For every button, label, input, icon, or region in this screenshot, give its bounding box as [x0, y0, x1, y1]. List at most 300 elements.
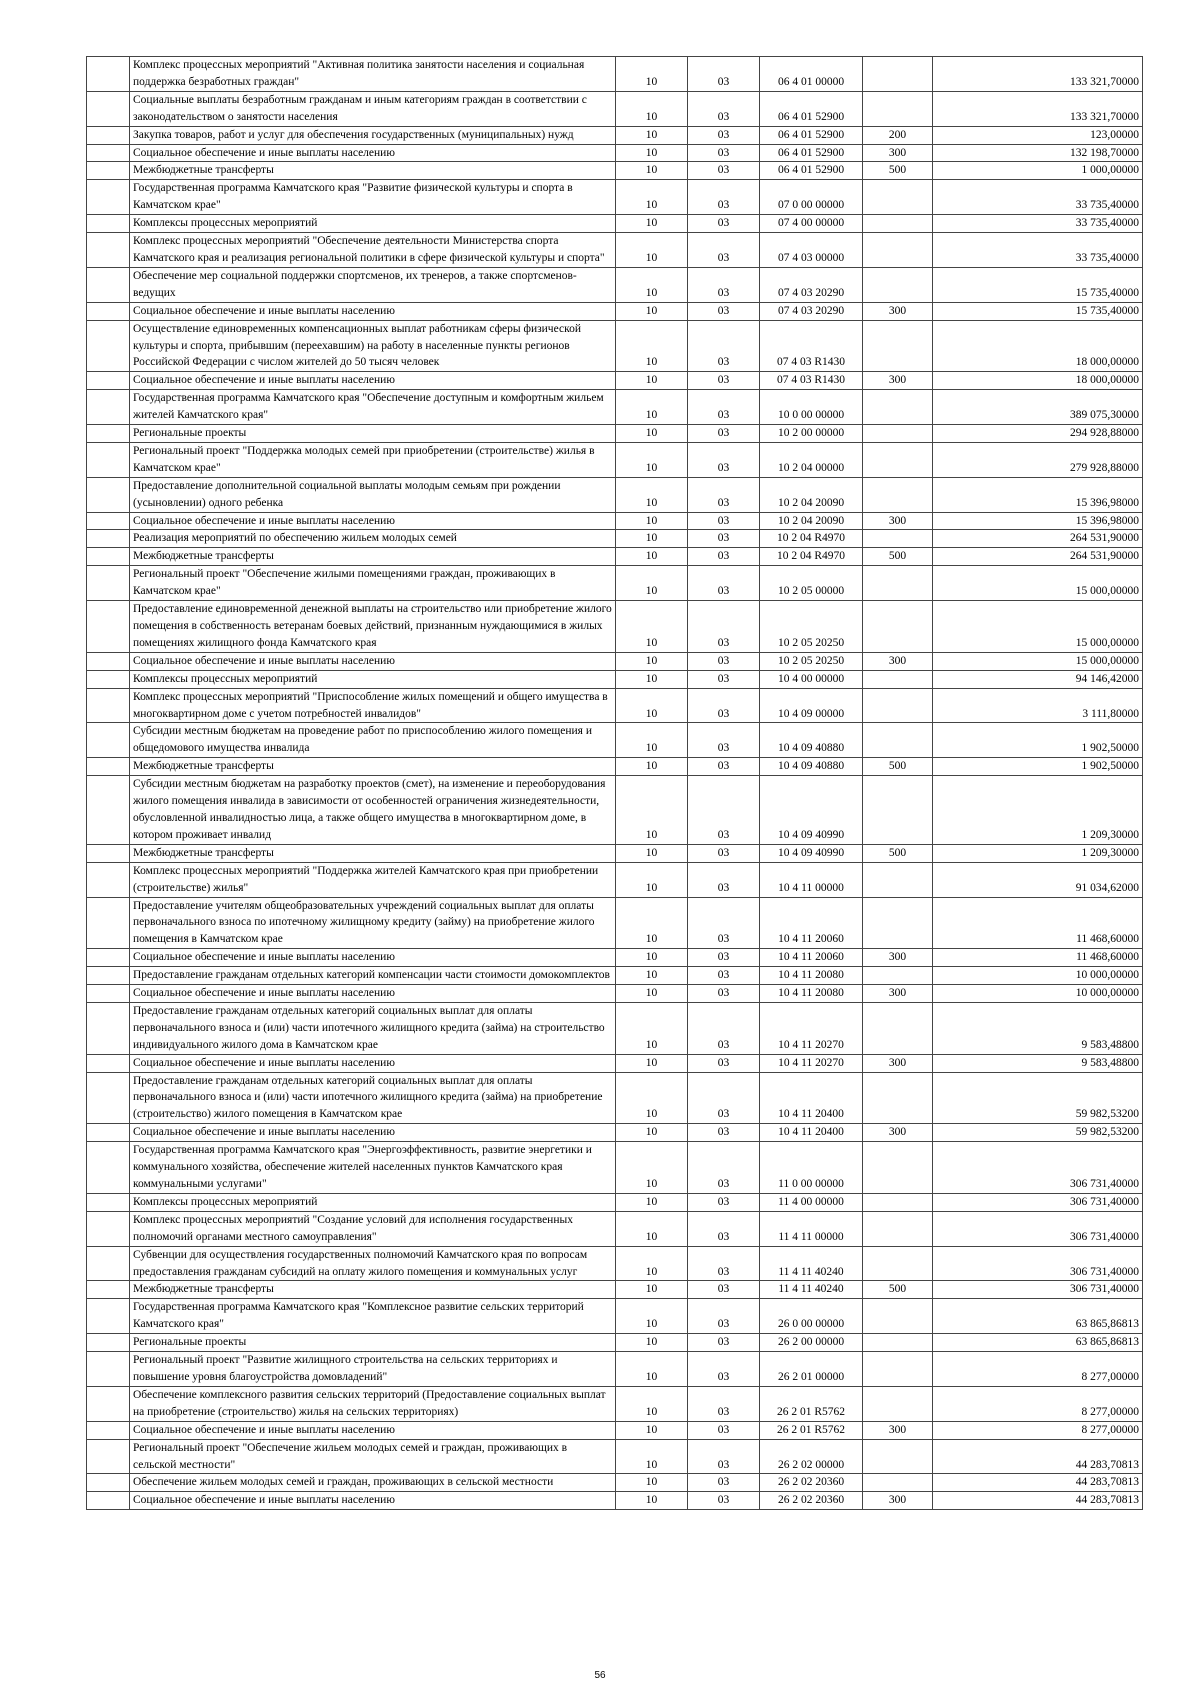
row-amount: 94 146,42000	[933, 670, 1143, 688]
row-subsection: 03	[688, 302, 760, 320]
row-target-article: 06 4 01 52900	[760, 91, 863, 126]
table-row	[87, 1352, 1143, 1387]
row-blank-cell	[87, 723, 130, 758]
row-subsection: 03	[688, 566, 760, 601]
row-section: 10	[616, 425, 688, 443]
row-blank-cell	[87, 144, 130, 162]
table-row	[87, 530, 1143, 548]
row-name: Социальное обеспечение и иные выплаты населению	[130, 949, 616, 967]
row-section: 10	[616, 477, 688, 512]
row-blank-cell	[87, 1334, 130, 1352]
row-name: Государственная программа Камчатского края "Обеспечение доступным и комфортным жильем жителей Камчатского края"	[130, 390, 616, 425]
row-name: Комплексы процессных мероприятий	[130, 1193, 616, 1211]
row-target-article: 11 4 11 40240	[760, 1246, 863, 1281]
row-blank-cell	[87, 548, 130, 566]
row-name: Социальное обеспечение и иные выплаты населению	[130, 302, 616, 320]
row-blank-cell	[87, 566, 130, 601]
row-amount: 389 075,30000	[933, 390, 1143, 425]
row-subsection: 03	[688, 372, 760, 390]
row-expense-type: 300	[863, 949, 933, 967]
row-section: 10	[616, 548, 688, 566]
row-amount: 9 583,48800	[933, 1002, 1143, 1054]
row-target-article: 07 4 03 00000	[760, 233, 863, 268]
row-target-article: 10 2 05 00000	[760, 566, 863, 601]
row-subsection: 03	[688, 1474, 760, 1492]
budget-table	[86, 56, 1143, 1510]
row-subsection: 03	[688, 390, 760, 425]
row-amount: 15 000,00000	[933, 601, 1143, 653]
row-amount: 294 928,88000	[933, 425, 1143, 443]
row-name: Комплекс процессных мероприятий "Поддержка жителей Камчатского края при приобретении (строительстве) жилья"	[130, 862, 616, 897]
table-row	[87, 1124, 1143, 1142]
row-section: 10	[616, 1002, 688, 1054]
row-section: 10	[616, 776, 688, 845]
row-blank-cell	[87, 91, 130, 126]
row-blank-cell	[87, 844, 130, 862]
row-amount: 33 735,40000	[933, 215, 1143, 233]
row-subsection: 03	[688, 1352, 760, 1387]
row-expense-type: 300	[863, 1054, 933, 1072]
row-name: Социальное обеспечение и иные выплаты населению	[130, 1124, 616, 1142]
row-subsection: 03	[688, 126, 760, 144]
row-expense-type: 500	[863, 162, 933, 180]
row-expense-type	[863, 1352, 933, 1387]
row-subsection: 03	[688, 601, 760, 653]
row-blank-cell	[87, 512, 130, 530]
row-target-article: 26 2 01 R5762	[760, 1421, 863, 1439]
table-row	[87, 425, 1143, 443]
row-blank-cell	[87, 1474, 130, 1492]
row-name: Предоставление дополнительной социальной выплаты молодым семьям при рождении (усыновлении) одного ребенка	[130, 477, 616, 512]
row-section: 10	[616, 688, 688, 723]
row-amount: 15 735,40000	[933, 267, 1143, 302]
table-row	[87, 233, 1143, 268]
row-blank-cell	[87, 530, 130, 548]
row-name: Комплексы процессных мероприятий	[130, 670, 616, 688]
row-amount: 15 396,98000	[933, 512, 1143, 530]
row-target-article: 26 2 02 20360	[760, 1492, 863, 1510]
row-name: Региональный проект "Развитие жилищного строительства на сельских территориях и повышение уровня благоустройства домовладений"	[130, 1352, 616, 1387]
row-name: Предоставление единовременной денежной выплаты на строительство или приобретение жилого помещения в собственность ветеранам боевых действий, признанным нуждающимися в жилых помещениях жилищного фонда Камчатского края	[130, 601, 616, 653]
row-name: Социальное обеспечение и иные выплаты населению	[130, 372, 616, 390]
row-subsection: 03	[688, 180, 760, 215]
table-row	[87, 512, 1143, 530]
row-subsection: 03	[688, 1002, 760, 1054]
row-amount: 123,00000	[933, 126, 1143, 144]
table-row	[87, 267, 1143, 302]
row-expense-type	[863, 320, 933, 372]
row-subsection: 03	[688, 688, 760, 723]
row-section: 10	[616, 1211, 688, 1246]
row-amount: 10 000,00000	[933, 967, 1143, 985]
row-blank-cell	[87, 233, 130, 268]
table-row	[87, 548, 1143, 566]
row-target-article: 26 2 00 00000	[760, 1334, 863, 1352]
row-name: Социальное обеспечение и иные выплаты населению	[130, 985, 616, 1003]
row-target-article: 10 4 11 20080	[760, 985, 863, 1003]
row-section: 10	[616, 1072, 688, 1124]
row-section: 10	[616, 566, 688, 601]
row-amount: 132 198,70000	[933, 144, 1143, 162]
row-expense-type	[863, 390, 933, 425]
row-target-article: 07 4 00 00000	[760, 215, 863, 233]
row-blank-cell	[87, 1211, 130, 1246]
row-amount: 15 735,40000	[933, 302, 1143, 320]
table-row	[87, 566, 1143, 601]
row-subsection: 03	[688, 144, 760, 162]
row-subsection: 03	[688, 652, 760, 670]
row-amount: 279 928,88000	[933, 442, 1143, 477]
row-blank-cell	[87, 372, 130, 390]
table-row	[87, 1281, 1143, 1299]
table-row	[87, 320, 1143, 372]
table-row	[87, 601, 1143, 653]
row-blank-cell	[87, 442, 130, 477]
row-name: Региональные проекты	[130, 425, 616, 443]
row-section: 10	[616, 1193, 688, 1211]
row-expense-type: 500	[863, 844, 933, 862]
row-expense-type	[863, 601, 933, 653]
row-subsection: 03	[688, 862, 760, 897]
row-blank-cell	[87, 1281, 130, 1299]
row-section: 10	[616, 862, 688, 897]
table-row	[87, 1334, 1143, 1352]
row-section: 10	[616, 1299, 688, 1334]
row-amount: 264 531,90000	[933, 530, 1143, 548]
row-name: Социальное обеспечение и иные выплаты населению	[130, 1492, 616, 1510]
row-target-article: 06 4 01 00000	[760, 57, 863, 92]
row-blank-cell	[87, 652, 130, 670]
row-expense-type	[863, 1072, 933, 1124]
row-section: 10	[616, 1054, 688, 1072]
row-target-article: 07 4 03 R1430	[760, 372, 863, 390]
row-section: 10	[616, 1439, 688, 1474]
row-target-article: 10 2 04 00000	[760, 442, 863, 477]
row-target-article: 10 4 11 00000	[760, 862, 863, 897]
row-amount: 8 277,00000	[933, 1386, 1143, 1421]
row-section: 10	[616, 442, 688, 477]
row-expense-type	[863, 1211, 933, 1246]
row-section: 10	[616, 1334, 688, 1352]
row-section: 10	[616, 601, 688, 653]
row-target-article: 10 4 11 20060	[760, 897, 863, 949]
row-section: 10	[616, 530, 688, 548]
row-subsection: 03	[688, 233, 760, 268]
row-expense-type: 300	[863, 1124, 933, 1142]
row-blank-cell	[87, 1193, 130, 1211]
row-subsection: 03	[688, 215, 760, 233]
row-section: 10	[616, 670, 688, 688]
row-name: Межбюджетные трансферты	[130, 548, 616, 566]
row-blank-cell	[87, 1299, 130, 1334]
row-name: Комплекс процессных мероприятий "Создание условий для исполнения государственных полномочий органами местного самоуправления"	[130, 1211, 616, 1246]
row-target-article: 06 4 01 52900	[760, 126, 863, 144]
row-amount: 133 321,70000	[933, 91, 1143, 126]
row-expense-type: 300	[863, 1492, 933, 1510]
row-amount: 15 000,00000	[933, 566, 1143, 601]
row-subsection: 03	[688, 1299, 760, 1334]
row-name: Региональный проект "Поддержка молодых семей при приобретении (строительстве) жилья в Камчатском крае"	[130, 442, 616, 477]
row-subsection: 03	[688, 1492, 760, 1510]
row-target-article: 10 4 09 40880	[760, 723, 863, 758]
table-row	[87, 1439, 1143, 1474]
row-amount: 18 000,00000	[933, 372, 1143, 390]
row-blank-cell	[87, 320, 130, 372]
table-row	[87, 390, 1143, 425]
row-name: Социальное обеспечение и иные выплаты населению	[130, 1421, 616, 1439]
row-section: 10	[616, 1246, 688, 1281]
row-amount: 59 982,53200	[933, 1124, 1143, 1142]
row-blank-cell	[87, 1054, 130, 1072]
row-amount: 91 034,62000	[933, 862, 1143, 897]
row-subsection: 03	[688, 1142, 760, 1194]
row-amount: 18 000,00000	[933, 320, 1143, 372]
row-target-article: 10 4 11 20080	[760, 967, 863, 985]
row-blank-cell	[87, 897, 130, 949]
row-amount: 63 865,86813	[933, 1299, 1143, 1334]
table-row	[87, 144, 1143, 162]
row-target-article: 26 2 02 00000	[760, 1439, 863, 1474]
row-subsection: 03	[688, 1193, 760, 1211]
row-name: Субсидии местным бюджетам на разработку проектов (смет), на изменение и переоборудования жилого помещения инвалида в зависимости от особенностей ограничения жизнедеятельности, обусловленной инвалидностью лица, а также общего имущества в многоквартирном доме, в котором проживает инвалид	[130, 776, 616, 845]
row-blank-cell	[87, 985, 130, 1003]
row-amount: 1 902,50000	[933, 723, 1143, 758]
row-section: 10	[616, 302, 688, 320]
row-amount: 11 468,60000	[933, 897, 1143, 949]
row-section: 10	[616, 57, 688, 92]
row-name: Межбюджетные трансферты	[130, 162, 616, 180]
row-target-article: 10 4 11 20400	[760, 1124, 863, 1142]
row-subsection: 03	[688, 1211, 760, 1246]
row-section: 10	[616, 215, 688, 233]
row-blank-cell	[87, 967, 130, 985]
row-name: Межбюджетные трансферты	[130, 1281, 616, 1299]
row-blank-cell	[87, 758, 130, 776]
row-section: 10	[616, 267, 688, 302]
row-expense-type	[863, 1474, 933, 1492]
row-name: Закупка товаров, работ и услуг для обеспечения государственных (муниципальных) нужд	[130, 126, 616, 144]
row-subsection: 03	[688, 1124, 760, 1142]
table-row	[87, 126, 1143, 144]
row-expense-type	[863, 425, 933, 443]
row-subsection: 03	[688, 758, 760, 776]
table-row	[87, 1072, 1143, 1124]
row-blank-cell	[87, 1246, 130, 1281]
row-expense-type: 500	[863, 1281, 933, 1299]
row-blank-cell	[87, 302, 130, 320]
table-row	[87, 180, 1143, 215]
table-row	[87, 688, 1143, 723]
table-row	[87, 670, 1143, 688]
row-blank-cell	[87, 949, 130, 967]
row-expense-type	[863, 1334, 933, 1352]
row-expense-type	[863, 723, 933, 758]
row-amount: 264 531,90000	[933, 548, 1143, 566]
row-expense-type	[863, 688, 933, 723]
row-target-article: 10 4 09 40990	[760, 776, 863, 845]
table-row	[87, 1193, 1143, 1211]
row-name: Государственная программа Камчатского края "Развитие физической культуры и спорта в Камчатском крае"	[130, 180, 616, 215]
row-target-article: 11 4 11 40240	[760, 1281, 863, 1299]
row-name: Комплекс процессных мероприятий "Активная политика занятости населения и социальная поддержка безработных граждан"	[130, 57, 616, 92]
row-subsection: 03	[688, 442, 760, 477]
row-blank-cell	[87, 862, 130, 897]
row-amount: 10 000,00000	[933, 985, 1143, 1003]
row-blank-cell	[87, 57, 130, 92]
row-target-article: 10 4 11 20270	[760, 1054, 863, 1072]
row-target-article: 10 2 04 R4970	[760, 530, 863, 548]
table-row	[87, 1386, 1143, 1421]
table-row	[87, 91, 1143, 126]
row-name: Комплекс процессных мероприятий "Обеспечение деятельности Министерства спорта Камчатского края и реализация региональной политики в сфере физической культуры и спорта"	[130, 233, 616, 268]
row-section: 10	[616, 91, 688, 126]
row-blank-cell	[87, 180, 130, 215]
row-expense-type	[863, 967, 933, 985]
table-row	[87, 477, 1143, 512]
row-subsection: 03	[688, 1072, 760, 1124]
row-amount: 1 000,00000	[933, 162, 1143, 180]
row-subsection: 03	[688, 776, 760, 845]
row-section: 10	[616, 390, 688, 425]
row-subsection: 03	[688, 967, 760, 985]
row-blank-cell	[87, 215, 130, 233]
row-section: 10	[616, 233, 688, 268]
row-target-article: 10 2 05 20250	[760, 601, 863, 653]
row-expense-type	[863, 566, 933, 601]
row-blank-cell	[87, 477, 130, 512]
row-amount: 9 583,48800	[933, 1054, 1143, 1072]
row-subsection: 03	[688, 1439, 760, 1474]
row-blank-cell	[87, 162, 130, 180]
row-name: Обеспечение жильем молодых семей и граждан, проживающих в сельской местности	[130, 1474, 616, 1492]
row-blank-cell	[87, 126, 130, 144]
row-name: Субсидии местным бюджетам на проведение работ по приспособлению жилого помещения и общедомового имущества инвалида	[130, 723, 616, 758]
row-subsection: 03	[688, 985, 760, 1003]
row-expense-type: 500	[863, 758, 933, 776]
table-row	[87, 442, 1143, 477]
table-row	[87, 862, 1143, 897]
row-name: Комплекс процессных мероприятий "Приспособление жилых помещений и общего имущества в многоквартирном доме с учетом потребностей инвалидов"	[130, 688, 616, 723]
row-name: Комплексы процессных мероприятий	[130, 215, 616, 233]
table-row	[87, 776, 1143, 845]
row-expense-type: 300	[863, 652, 933, 670]
row-blank-cell	[87, 776, 130, 845]
row-subsection: 03	[688, 1054, 760, 1072]
row-section: 10	[616, 512, 688, 530]
row-subsection: 03	[688, 1386, 760, 1421]
row-expense-type: 300	[863, 372, 933, 390]
row-expense-type	[863, 1142, 933, 1194]
row-expense-type	[863, 215, 933, 233]
row-blank-cell	[87, 390, 130, 425]
row-section: 10	[616, 1421, 688, 1439]
table-row	[87, 723, 1143, 758]
row-section: 10	[616, 144, 688, 162]
row-amount: 1 209,30000	[933, 844, 1143, 862]
row-name: Межбюджетные трансферты	[130, 758, 616, 776]
row-expense-type	[863, 1246, 933, 1281]
row-blank-cell	[87, 1352, 130, 1387]
table-row	[87, 1002, 1143, 1054]
table-row	[87, 949, 1143, 967]
row-section: 10	[616, 126, 688, 144]
table-row	[87, 1492, 1143, 1510]
row-target-article: 11 4 00 00000	[760, 1193, 863, 1211]
row-amount: 3 111,80000	[933, 688, 1143, 723]
row-target-article: 10 2 05 20250	[760, 652, 863, 670]
row-blank-cell	[87, 670, 130, 688]
row-expense-type	[863, 897, 933, 949]
row-section: 10	[616, 1281, 688, 1299]
row-target-article: 26 2 02 20360	[760, 1474, 863, 1492]
table-row	[87, 758, 1143, 776]
row-section: 10	[616, 1474, 688, 1492]
row-blank-cell	[87, 1439, 130, 1474]
row-expense-type	[863, 670, 933, 688]
table-row	[87, 1211, 1143, 1246]
row-subsection: 03	[688, 723, 760, 758]
row-name: Реализация мероприятий по обеспечению жильем молодых семей	[130, 530, 616, 548]
row-blank-cell	[87, 1421, 130, 1439]
row-subsection: 03	[688, 844, 760, 862]
row-target-article: 07 4 03 20290	[760, 302, 863, 320]
row-amount: 306 731,40000	[933, 1211, 1143, 1246]
row-target-article: 10 2 04 R4970	[760, 548, 863, 566]
row-target-article: 11 4 11 00000	[760, 1211, 863, 1246]
row-name: Государственная программа Камчатского края "Комплексное развитие сельских территорий Камчатского края"	[130, 1299, 616, 1334]
row-target-article: 07 4 03 R1430	[760, 320, 863, 372]
row-name: Региональный проект "Обеспечение жилыми помещениями граждан, проживающих в Камчатском крае"	[130, 566, 616, 601]
row-name: Региональные проекты	[130, 1334, 616, 1352]
row-blank-cell	[87, 1002, 130, 1054]
row-section: 10	[616, 897, 688, 949]
row-target-article: 10 2 00 00000	[760, 425, 863, 443]
table-body	[87, 57, 1143, 1510]
row-target-article: 10 4 09 40990	[760, 844, 863, 862]
row-amount: 44 283,70813	[933, 1492, 1143, 1510]
table-row	[87, 1142, 1143, 1194]
row-name: Субвенции для осуществления государственных полномочий Камчатского края по вопросам предоставления гражданам субсидий на оплату жилого помещения и коммунальных услуг	[130, 1246, 616, 1281]
row-target-article: 07 4 03 20290	[760, 267, 863, 302]
row-blank-cell	[87, 688, 130, 723]
row-section: 10	[616, 162, 688, 180]
row-expense-type	[863, 1439, 933, 1474]
table-row	[87, 1421, 1143, 1439]
table-row	[87, 967, 1143, 985]
row-amount: 33 735,40000	[933, 233, 1143, 268]
row-target-article: 10 4 11 20400	[760, 1072, 863, 1124]
row-section: 10	[616, 1352, 688, 1387]
row-blank-cell	[87, 1124, 130, 1142]
row-blank-cell	[87, 601, 130, 653]
row-expense-type: 300	[863, 144, 933, 162]
table-row	[87, 162, 1143, 180]
row-expense-type: 300	[863, 302, 933, 320]
row-subsection: 03	[688, 91, 760, 126]
row-expense-type	[863, 477, 933, 512]
row-blank-cell	[87, 267, 130, 302]
row-section: 10	[616, 1124, 688, 1142]
row-target-article: 10 4 09 40880	[760, 758, 863, 776]
row-name: Региональный проект "Обеспечение жильем молодых семей и граждан, проживающих в сельской местности"	[130, 1439, 616, 1474]
row-name: Обеспечение мер социальной поддержки спортсменов, их тренеров, а также спортсменов-ведущих	[130, 267, 616, 302]
row-name: Предоставление гражданам отдельных категорий социальных выплат для оплаты первоначального взноса и (или) части ипотечного жилищного кредита (займа) на приобретение (строительство) жилого помещения в Камчатском крае	[130, 1072, 616, 1124]
row-amount: 59 982,53200	[933, 1072, 1143, 1124]
row-section: 10	[616, 723, 688, 758]
row-expense-type: 500	[863, 548, 933, 566]
row-target-article: 06 4 01 52900	[760, 144, 863, 162]
row-expense-type	[863, 1193, 933, 1211]
